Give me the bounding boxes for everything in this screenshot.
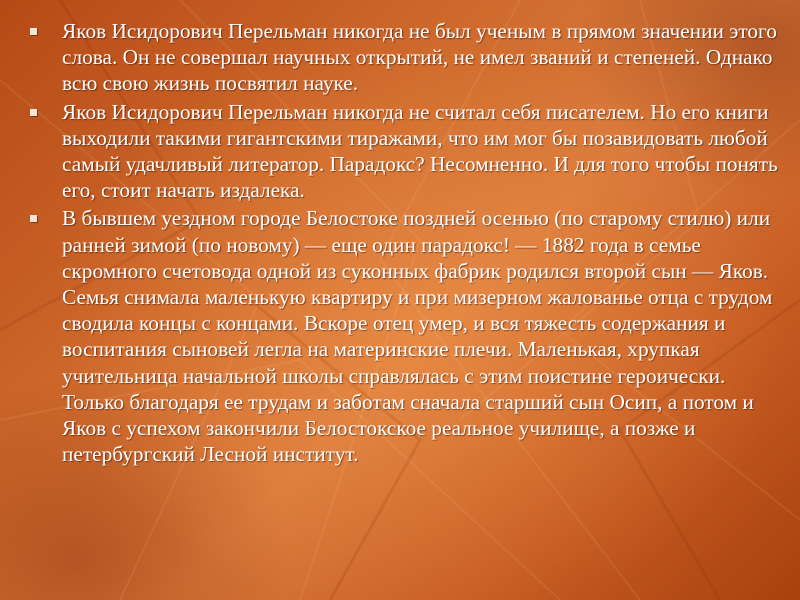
square-bullet-icon	[30, 109, 37, 116]
bullet-item-1	[28, 18, 788, 97]
bullet-text: В бывшем уездном городе Белостоке поздней осенью (по старому стилю) или ранней зимой (по новому) — еще один парадокс! — 1882 года в семье скромного счетовода одной из суконных фабрик родился второй сын — Яков. Семья снимала маленькую квартиру и при мизерном жалованье отца с трудом сводила концы с концами. Вскоре отец умер, и вся тяжесть содержания и воспитания сыновей легла на материнские плечи. Маленькая, хрупкая учительница начальной школы справлялась с этим поистине героически. Только благодаря ее трудам и заботам сначала старший сын Осип, а потом и Яков с успехом закончили Белостокское реальное училище, а позже и петербургский Лесной институт.	[62, 206, 773, 467]
bullet-text: Яков Исидорович Перельман никогда не был ученым в прямом значении этого слова. Он не совершал научных открытий, не имел званий и степеней. Однако всю свою жизнь посвятил науке.	[62, 19, 777, 96]
bullet-list	[28, 18, 788, 469]
square-bullet-icon	[30, 215, 37, 222]
bullet-text: Яков Исидорович Перельман никогда не считал себя писателем. Но его книги выходили такими гигантскими тиражами, что им мог бы позавидовать любой самый удачливый литератор. Парадокс? Несомненно. И для того чтобы понять его, стоит начать издалека.	[62, 99, 778, 203]
bullet-item-3	[28, 205, 788, 467]
square-bullet-icon	[30, 28, 37, 35]
bullet-item-2	[28, 99, 788, 204]
